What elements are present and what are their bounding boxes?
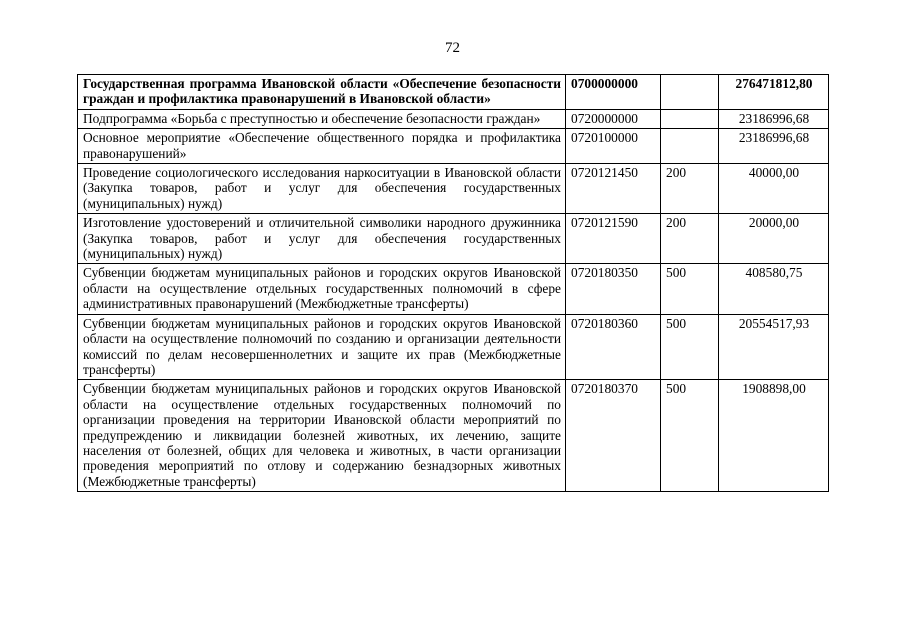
row-sum-cell: 40000,00 — [719, 164, 829, 214]
table-row — [78, 264, 829, 314]
row-sum-cell: 1908898,00 — [719, 380, 829, 492]
table-row — [78, 380, 829, 492]
page-number: 72 — [445, 40, 460, 56]
table-row — [78, 214, 829, 264]
row-type-cell: 200 — [661, 164, 719, 214]
row-code-cell: 0720121450 — [566, 164, 661, 214]
row-sum-cell: 276471812,80 — [719, 75, 829, 110]
row-sum-cell: 23186996,68 — [719, 109, 829, 128]
row-type-cell — [661, 75, 719, 110]
table-row — [78, 164, 829, 214]
row-sum-cell: 23186996,68 — [719, 129, 829, 164]
row-name-cell: Проведение социологического исследования наркоситуации в Ивановской области (Закупка товаров, работ и услуг для обеспечения государственных (муниципальных) нужд) — [78, 164, 566, 214]
row-code-cell: 0720180370 — [566, 380, 661, 492]
row-type-cell — [661, 129, 719, 164]
row-code-cell: 0720180360 — [566, 314, 661, 380]
table-row — [78, 129, 829, 164]
row-code-cell: 0700000000 — [566, 75, 661, 110]
row-code-cell: 0720000000 — [566, 109, 661, 128]
row-name-cell: Субвенции бюджетам муниципальных районов и городских округов Ивановской области на осуществление отдельных государственных полномочий в сфере административных правонарушений (Межбюджетные трансферты) — [78, 264, 566, 314]
row-name-cell: Субвенции бюджетам муниципальных районов и городских округов Ивановской области на осуществление отдельных государственных полномочий по организации проведения на территории Ивановской области мероприятий по предупреждению и ликвидации болезней животных, их лечению, защите населения от болезней, общих для человека и животных, в части организации проведения мероприятий по отлову и содержанию безнадзорных животных (Межбюджетные трансферты) — [78, 380, 566, 492]
row-type-cell: 500 — [661, 314, 719, 380]
row-type-cell — [661, 109, 719, 128]
row-name-cell: Изготовление удостоверений и отличительной символики народного дружинника (Закупка товаров, работ и услуг для обеспечения государственных (муниципальных) нужд) — [78, 214, 566, 264]
row-type-cell: 500 — [661, 264, 719, 314]
row-sum-cell: 20554517,93 — [719, 314, 829, 380]
row-type-cell: 200 — [661, 214, 719, 264]
row-name-cell: Подпрограмма «Борьба с преступностью и обеспечение безопасности граждан» — [78, 109, 566, 128]
budget-table — [77, 74, 829, 492]
row-name-cell: Государственная программа Ивановской области «Обеспечение безопасности граждан и профилактика правонарушений в Ивановской области» — [78, 75, 566, 110]
row-code-cell: 0720100000 — [566, 129, 661, 164]
row-sum-cell: 20000,00 — [719, 214, 829, 264]
table-row — [78, 314, 829, 380]
row-code-cell: 0720180350 — [566, 264, 661, 314]
row-type-cell: 500 — [661, 380, 719, 492]
row-name-cell: Субвенции бюджетам муниципальных районов и городских округов Ивановской области на осуществление полномочий по созданию и организации деятельности комиссий по делам несовершеннолетних и защите их прав (Межбюджетные трансферты) — [78, 314, 566, 380]
table-row — [78, 75, 829, 110]
table-row — [78, 109, 829, 128]
row-code-cell: 0720121590 — [566, 214, 661, 264]
row-name-cell: Основное мероприятие «Обеспечение общественного порядка и профилактика правонарушений» — [78, 129, 566, 164]
row-sum-cell: 408580,75 — [719, 264, 829, 314]
